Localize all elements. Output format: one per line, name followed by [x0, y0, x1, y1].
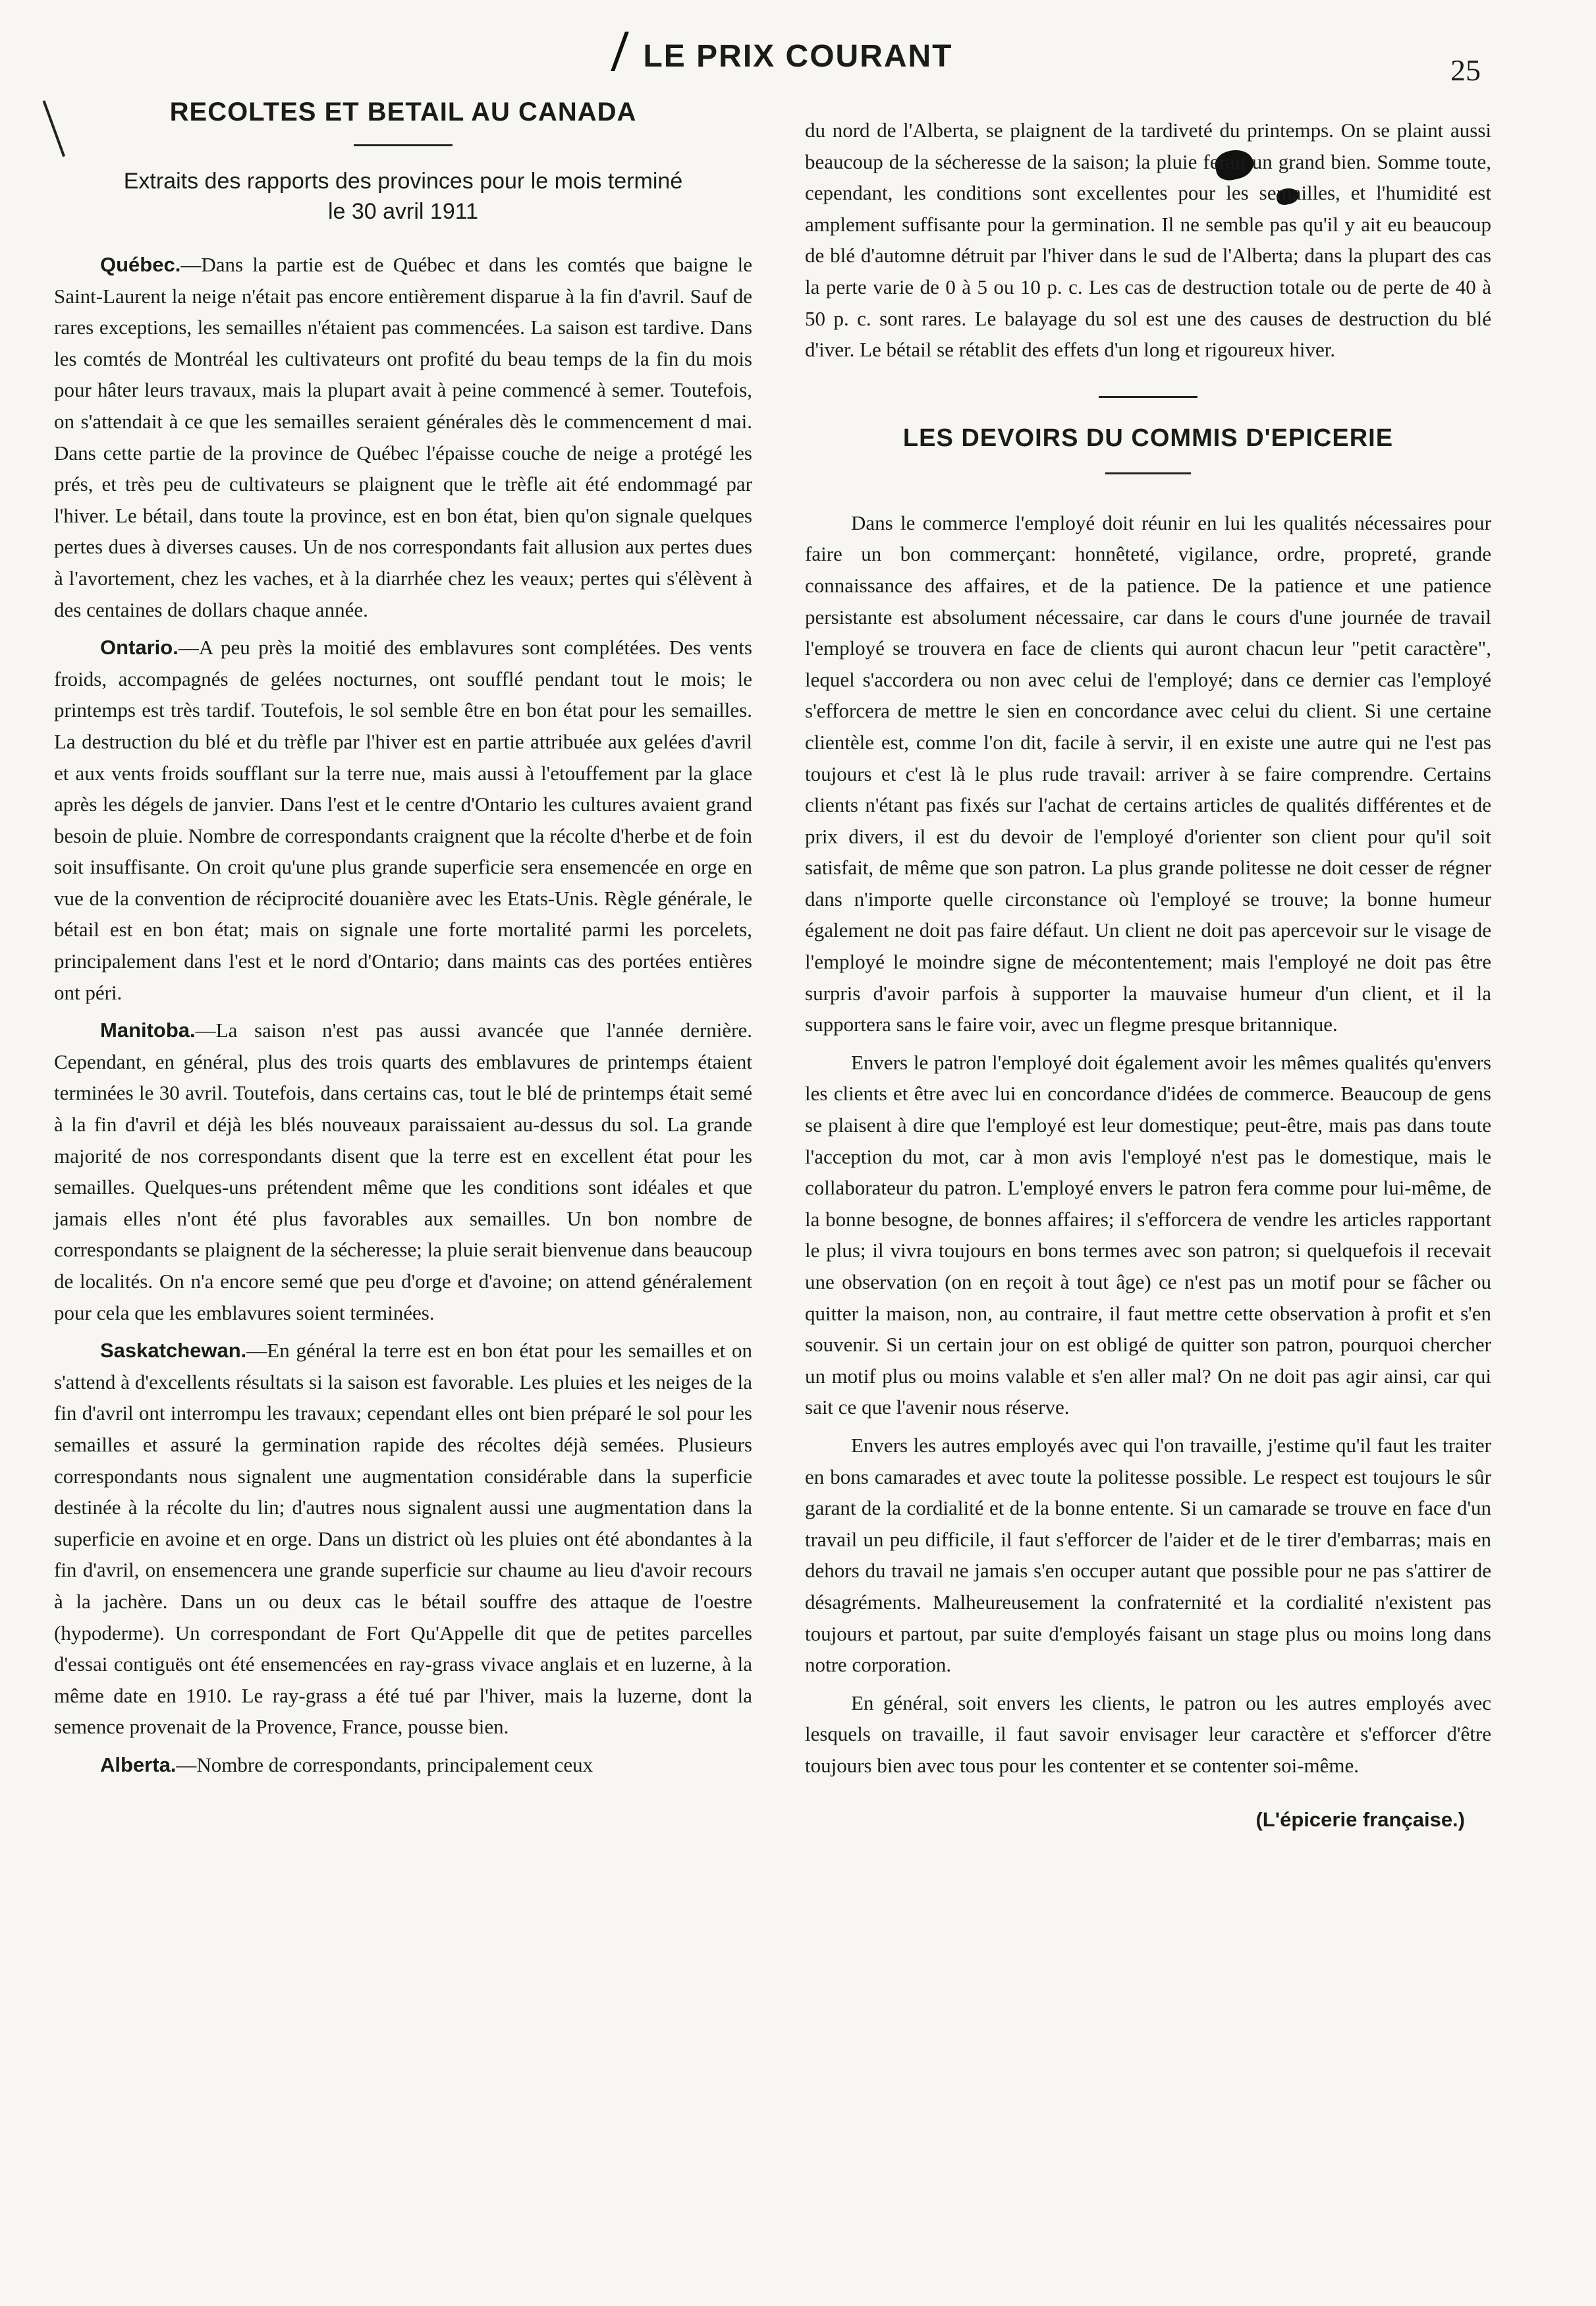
province-name: Ontario. — [100, 636, 179, 660]
paragraph: Dans le commerce l'employé doit réunir en lui les qualités nécessaires pour faire un bon commerçant: honnêteté, vigilance, ordre, propreté, grande connaissance des affaires, et de la patience. De la patience et une patience persistante est absolument nécessaire, car dans le cours d'une journée de travail l'employé se trouvera en face de clients qui auront chacun leur "petit caractère", lequel s'accordera ou non avec celui de l'employé; dans ce dernier cas l'employé s'efforcera de mettre le sien en concordance avec celui du client. Si une certaine clientèle est, comme l'on dit, facile à servir, il en existe une autre qui ne l'est pas toujours et c'est là le plus rude travail: arriver à se faire comprendre. Certains clients n'étant pas fixés sur l'achat de certains articles de qualités différentes et de prix divers, il est du devoir de l'employé d'orienter son client pour qu'il soit satisfait, de même que son patron. La plus grande politesse ne doit cesser de régner dans n'importe quelle circonstance où l'employé se trouve; la bonne humeur également ne doit pas faire défaut. Un client ne doit pas apercevoir sur le visage de l'employé le moindre signe de mécontentement; mais l'employé ne doit pas être surpris d'avoir parfois à supporter la mauvaise humeur d'un client, et il la supportera sans le faire voir, avec un flegme presque britannique. — [805, 511, 1491, 1036]
title-rule — [354, 144, 453, 146]
article-title: LES DEVOIRS DU COMMIS D'EPICERIE — [902, 424, 1394, 452]
source-credit: (L'épicerie française.) — [1255, 1807, 1465, 1831]
paragraph-text: —Nombre de correspondants, principalement ceux — [176, 1753, 593, 1776]
paragraph-manitoba — [54, 1015, 752, 1328]
paragraph-text: —A peu près la moitié des emblavures sont complétées. Des vents froids, accompagnés de gelées nocturnes, ont soufflé pendant tout le mois; le printemps est très tardif. Toutefois, le sol semble être en bon état pour les semailles. La destruction du blé et du trèfle par l'hiver est en partie attribuée aux gelées d'avril et aux vents froids soufflant sur la terre nue, mais aussi à l'etouffement par la glace après les dégels de janvier. Dans l'est et le centre d'Ontario les cultures avaient grand besoin de pluie. Nombre de correspondants craignent que la récolte d'herbe et de foin soit insuffisante. On croit qu'une plus grande superficie sera ensemencée en orge en vue de la convention de réciprocité douanière avec les Etats-Unis. Règle générale, le bétail est en bon état; mais on signale une forte mortalité parmi les porcelets, principalement dans l'est et le nord d'Ontario; dans maints cas des portées entières ont péri. — [54, 636, 752, 1004]
paragraph-quebec — [54, 249, 752, 625]
subtitle-line: Extraits des rapports des provinces pour le mois terminé — [123, 169, 683, 194]
paragraph-saskatchewan — [54, 1335, 752, 1743]
province-name: Alberta. — [100, 1753, 177, 1776]
paragraph: Envers les autres employés avec qui l'on travaille, j'estime qu'il faut les traiter en bons camarades et avec toute la politesse possible. Le respect est toujours le sûr garant de la cordialité et de la bonne entente. Si un camarade se trouve en face d'un travail un peu difficile, il faut s'efforcer de l'aider et de le tirer d'embarras; mais en dehors du travail ne jamais s'en occuper autant que possible pour ne pas s'attirer de désagréments. Malheureusement la confraternité et la cordialité n'existent pas toujours et partout, par suite d'employés faisant un stage plus ou moins long dans notre corporation. — [805, 1433, 1491, 1677]
province-name: Manitoba. — [100, 1019, 196, 1042]
subtitle-line: le 30 avril 1911 — [327, 199, 479, 224]
left-column — [54, 98, 752, 1787]
page-number: 25 — [1450, 53, 1481, 87]
article-title: RECOLTES ET BETAIL AU CANADA — [169, 98, 637, 127]
alberta-continuation: du nord de l'Alberta, se plaignent de la tardiveté du printemps. On se plaint aussi beaucoup de la sécheresse de la saison; la pluie ferait un grand bien. Somme toute, cependant, les conditions sont excellentes pour les semailles, et l'humidité est amplement suffisante pour la germination. Il ne semble pas qu'il y ait eu beaucoup de blé d'automne détruit par l'hiver dans le sud de l'Alberta; dans la plupart des cas la perte varie de 0 à 5 ou 10 p. c. Les cas de destruction totale ou de perte de 40 à 50 p. c. sont rares. Le balayage du sol est une des causes de destruction du blé d'iver. Le bétail se rétablit des effets d'un long et rigoureux hiver. — [805, 119, 1491, 362]
right-column — [805, 115, 1491, 1832]
section-rule — [1099, 396, 1197, 398]
paragraph-alberta — [54, 1749, 752, 1781]
paragraph: En général, soit envers les clients, le patron ou les autres employés avec lesquels on travaille, il faut savoir envisager leur caractère et s'efforcer d'être toujours bien avec tous pour les contenter et se contenter soi-même. — [805, 1691, 1491, 1777]
province-name: Québec. — [100, 253, 181, 276]
title-rule — [1105, 472, 1191, 474]
paragraph-ontario — [54, 632, 752, 1008]
paragraph-text: —Dans la partie est de Québec et dans les comtés que baigne le Saint-Laurent la neige n'était pas encore entièrement disparue à la fin d'avril. Sauf de rares exceptions, les semailles n'étaient pas commencées. La saison est tardive. Dans les comtés de Montréal les cultivateurs ont profité du beau temps de la fin du mois pour hâter leurs travaux, mais la plupart avait à peine commencé à semer. Toutefois, on s'attendait à ce que les semailles seraient générales dès le commencement d mai. Dans cette partie de la province de Québec l'épaisse couche de neige a protégé les prés, et très peu de cultivateurs se plaignent que le trèfle ait été endommagé par l'hiver. Le bétail, dans toute la province, est en bon état, bien qu'on signale quelques pertes dues à diverses causes. Un de nos correspondants fait allusion aux pertes dues à l'avortement, chez les vaches, et à la diarrhée chez les veaux; pertes qui s'élèvent à des centaines de dollars chaque année. — [54, 253, 752, 621]
masthead: LE PRIX COURANT — [643, 39, 953, 74]
paragraph: Envers le patron l'employé doit également avoir les mêmes qualités qu'envers les clients et être avec lui en concordance d'idées de commerce. Beaucoup de gens se plaisent à dire que l'employé est leur domestique; peut-être, mais pas dans toute l'acception du mot, car à mon avis l'employé n'est pas le domestique, mais le collaborateur du patron. L'employé envers le patron fera comme pour lui-même, de la bonne besogne, de bonnes affaires; il s'efforcera de vendre les articles rapportant le plus; il vivra toujours en bons termes avec son patron; si quelquefois il recevait une observation (on en reçoit à tout âge) ce n'est pas un motif pour se fâcher ou quitter la maison, non, au contraire, il faut mettre cette observation à profit et s'en souvenir. Si un certain jour on est obligé de quitter son patron, pourquoi chercher un motif plus ou moins valable et s'en aller mal? On ne doit pas agir ainsi, car qui sait ce que l'avenir nous réserve. — [805, 1050, 1491, 1419]
province-name: Saskatchewan. — [100, 1339, 247, 1363]
paragraph-text: —En général la terre est en bon état pour les semailles et on s'attend à d'excellents résultats si la saison est favorable. Les pluies et les neiges de la fin d'avril ont interrompu les travaux; cependant elles ont bien préparé le sol pour les semailles et assuré la germination rapide des récoltes déjà semées. Plusieurs correspondants nous signalent une augmentation considérable dans la superficie destinée à la récolte du lin; d'autres nous signalent aussi une augmentation dans la superficie en avoine et en orge. Dans un district où les pluies ont été abondantes à la fin d'avril, on ensemencera une grande superficie sur chaume au lieu d'avoir recours à la jachère. Dans un ou deux cas le bétail souffre des attaque de l'oestre (hypoderme). Un correspondant de Fort Qu'Appelle dit que de petites parcelles d'essai contiguës ont été ensemencées en ray-grass vivace anglais et en luzerne, à la même date en 1910. Le ray-grass a été tué par l'hiver, mais la luzerne, dont la semence provenait de la Provence, France, pousse bien. — [54, 1339, 752, 1739]
paragraph-text: —La saison n'est pas aussi avancée que l'année dernière. Cependant, en général, plus des trois quarts des emblavures de printemps étaient terminées le 30 avril. Toutefois, dans certains cas, tout le blé de printemps était semé à la fin d'avril et déjà les blés nouveaux paraissaient au-dessus du sol. La grande majorité de nos correspondants disent que la terre est en excellent état pour les semailles. Quelques-uns prétendent même que les conditions sont idéales et que jamais elles n'ont été plus favorables aux semailles. Un bon nombre de correspondants se plaignent de la sécheresse; la pluie serait bienvenue dans beaucoup de localités. On n'a encore semé que peu d'orge et d'avoine; on attend généralement pour cela que les emblavures soient terminées. — [54, 1019, 752, 1324]
article-subtitle — [54, 166, 752, 227]
